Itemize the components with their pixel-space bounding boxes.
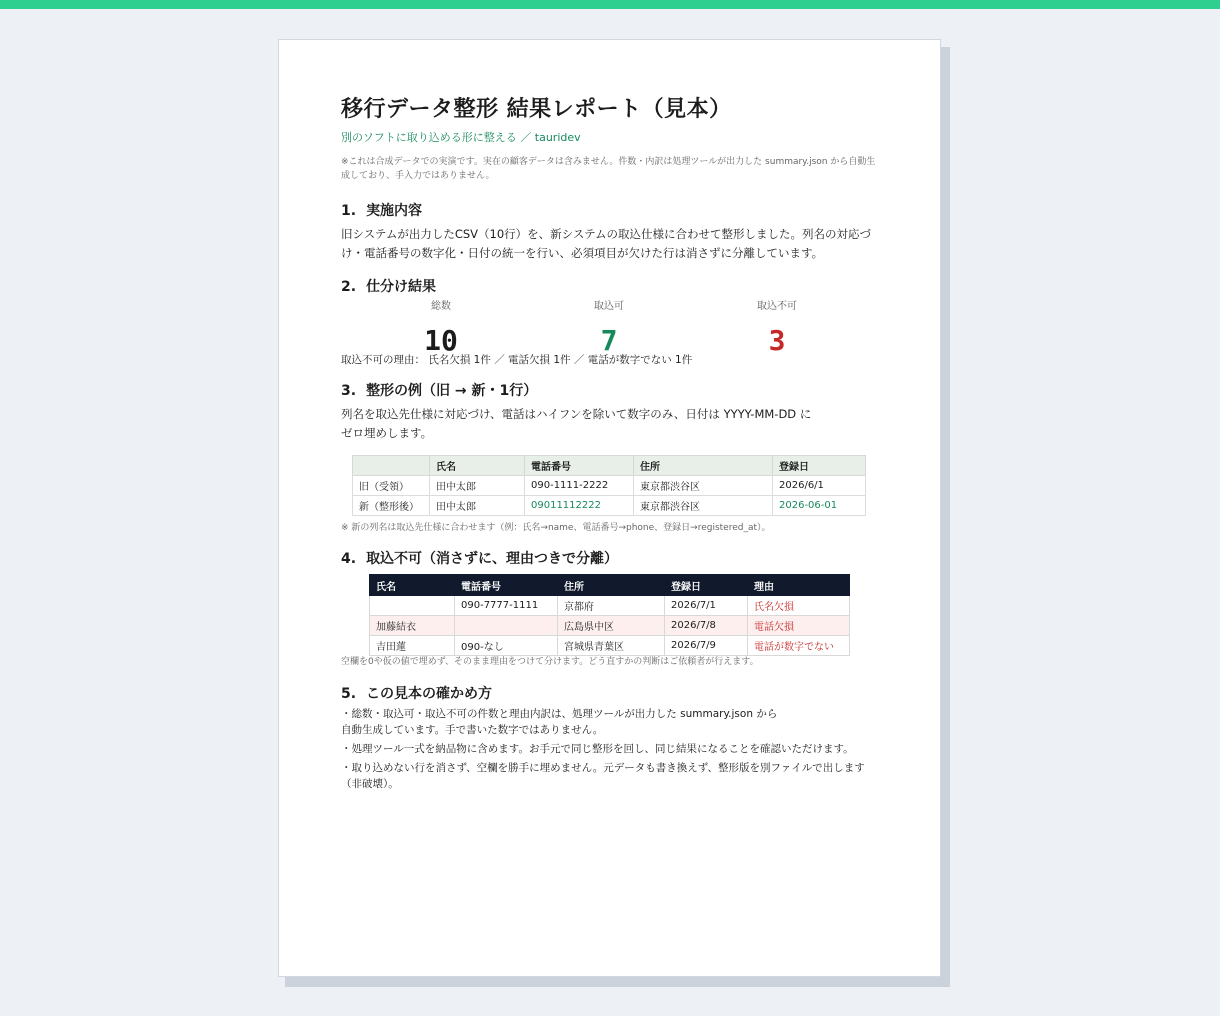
example-table-note: ※ 新の列名は取込先仕様に合わせます（例：氏名→name、電話番号→phone、登録日→registered_at）。 <box>341 523 771 533</box>
table-header: 電話番号 <box>455 575 558 596</box>
rejection-reasons: 取込不可の理由： 氏名欠損 1件 ／ 電話欠損 1件 ／ 電話が数字でない 1件 <box>341 354 693 366</box>
disclaimer-note: ※これは合成データでの実演です。実在の顧客データは含みません。件数・内訳は処理ツールが出力した summary.json から自動生成しており、手入力ではありません。 <box>341 157 876 181</box>
section-1-heading <box>341 201 881 221</box>
table-cell: 京都府 <box>558 596 665 616</box>
section-title: 実施内容 <box>366 203 423 219</box>
page-title: 移行データ整形 結果レポート（見本） <box>341 97 732 122</box>
table-cell <box>455 616 558 636</box>
table-header-row <box>353 456 866 476</box>
stat-rejected <box>717 299 837 361</box>
table-header: 登録日 <box>773 456 866 476</box>
table-header: 住所 <box>558 575 665 596</box>
top-accent-bar <box>0 0 1220 9</box>
list-item: ・総数・取込可・取込不可の件数と理由内訳は、処理ツールが出力した summary.json から自動生成しています。手で書いた数字ではありません。 <box>341 708 778 736</box>
section-title: 仕分け結果 <box>366 279 437 295</box>
stat-importable <box>549 299 669 361</box>
list-item: ・取り込めない行を消さず、空欄を勝手に埋めません。元データも書き換えず、整形版を別ファイルで出します（非破壊）。 <box>341 762 865 790</box>
table-header: 住所 <box>634 456 773 476</box>
table-header-row <box>370 575 850 596</box>
table-cell: 2026/7/1 <box>665 596 748 616</box>
table-cell: 田中太郎 <box>430 496 525 516</box>
table-cell: 2026/7/9 <box>665 636 748 656</box>
subtitle: 別のソフトに取り込める形に整える ／ tauridev <box>341 131 581 144</box>
stat-label: 総数 <box>431 301 451 312</box>
table-cell: 090-7777-1111 <box>455 596 558 616</box>
reason-cell: 氏名欠損 <box>748 596 850 616</box>
stat-value: 3 <box>768 324 786 357</box>
table-cell: 2026/7/8 <box>665 616 748 636</box>
stat-total <box>381 299 501 361</box>
table-cell: 09011112222 <box>525 496 634 516</box>
section-title: 取込不可（消さずに、理由つきで分離） <box>366 551 619 567</box>
table-header: 氏名 <box>370 575 455 596</box>
stat-value: 10 <box>424 324 458 357</box>
list-item: ・処理ツール一式を納品物に含めます。お手元で同じ整形を回し、同じ結果になることを確認いただけます。 <box>341 743 854 755</box>
section-number: 5. <box>341 686 357 702</box>
stat-value: 7 <box>600 324 618 357</box>
table-cell: 旧（受領） <box>353 476 430 496</box>
section-number: 2. <box>341 279 357 295</box>
rejected-table <box>369 574 850 656</box>
table-header <box>353 456 430 476</box>
rejected-table-note: 空欄を0や仮の値で埋めず、そのまま理由をつけて分けます。どう直すかの判断はご依頼者が行えます。 <box>341 657 759 667</box>
table-row <box>353 496 866 516</box>
table-row <box>370 636 850 656</box>
example-table <box>352 455 866 516</box>
stat-label: 取込不可 <box>757 301 797 312</box>
section-title: この見本の確かめ方 <box>366 686 493 702</box>
reason-cell: 電話欠損 <box>748 616 850 636</box>
table-cell: 新（整形後） <box>353 496 430 516</box>
table-header: 氏名 <box>430 456 525 476</box>
table-cell: 東京都渋谷区 <box>634 476 773 496</box>
table-header: 理由 <box>748 575 850 596</box>
table-header: 登録日 <box>665 575 748 596</box>
section-2-heading <box>341 277 881 297</box>
table-cell: 加藤結衣 <box>370 616 455 636</box>
section-number: 4. <box>341 551 357 567</box>
report-page <box>278 39 941 977</box>
table-cell: 090-1111-2222 <box>525 476 634 496</box>
section-number: 3. <box>341 383 357 399</box>
table-cell: 2026/6/1 <box>773 476 866 496</box>
reason-cell: 電話が数字でない <box>748 636 850 656</box>
table-cell <box>370 596 455 616</box>
section-4-heading <box>341 549 881 569</box>
table-cell: 宮城県青葉区 <box>558 636 665 656</box>
table-row <box>353 476 866 496</box>
section-title: 整形の例（旧 → 新・1行） <box>366 383 538 399</box>
verification-list <box>341 706 881 792</box>
report-content <box>341 94 881 795</box>
section-5-heading <box>341 684 881 704</box>
table-cell: 090-なし <box>455 636 558 656</box>
section-1-body: 旧システムが出力したCSV（10行）を、新システムの取込仕様に合わせて整形しました。列名の対応づけ・電話番号の数字化・日付の統一を行い、必須項目が欠けた行は消さずに分離しています。 <box>341 227 872 260</box>
table-row <box>370 596 850 616</box>
table-row <box>370 616 850 636</box>
table-cell: 広島県中区 <box>558 616 665 636</box>
section-3-body: 列名を取込先仕様に対応づけ、電話はハイフンを除いて数字のみ、日付は YYYY-MM-DD にゼロ埋めします。 <box>341 407 812 440</box>
table-cell: 2026-06-01 <box>773 496 866 516</box>
stat-label: 取込可 <box>594 301 624 312</box>
table-cell: 吉田蓮 <box>370 636 455 656</box>
stats-row <box>341 299 881 357</box>
section-3-heading <box>341 381 881 401</box>
table-cell: 田中太郎 <box>430 476 525 496</box>
table-header: 電話番号 <box>525 456 634 476</box>
table-cell: 東京都渋谷区 <box>634 496 773 516</box>
section-number: 1. <box>341 203 357 219</box>
